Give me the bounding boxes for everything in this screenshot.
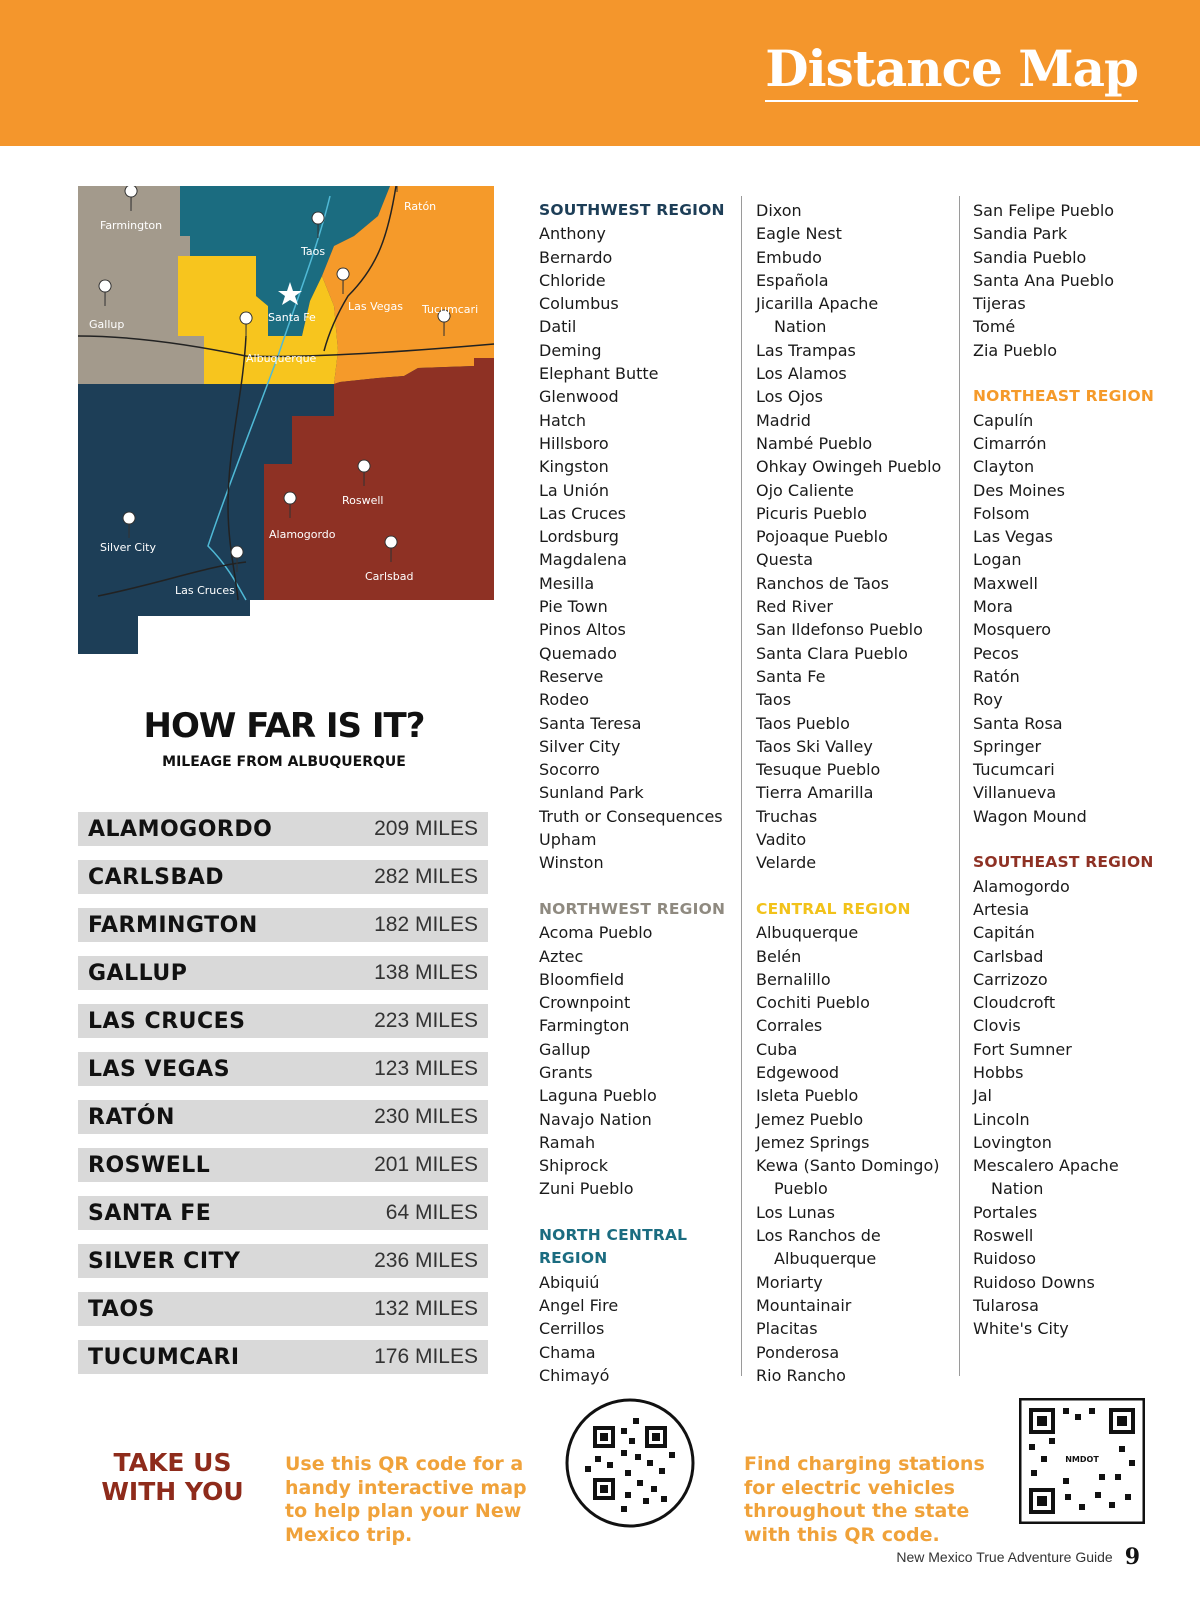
map-label-las-vegas: Las Vegas: [348, 300, 403, 313]
town-item: Santa Ana Pueblo: [973, 270, 1114, 290]
town-item: Laguna Pueblo: [539, 1086, 657, 1106]
region-title: SOUTHEAST REGION: [973, 853, 1154, 872]
qr-code-charging[interactable]: [1019, 1398, 1145, 1524]
mileage-table: [78, 812, 488, 1388]
town-item: Tomé: [973, 317, 1016, 337]
town-item: Ojo Caliente: [756, 480, 854, 500]
town-item: Dixon: [756, 201, 802, 220]
region-title: NORTH CENTRAL: [539, 1226, 688, 1245]
town-item: Pueblo: [774, 1179, 828, 1199]
town-item: Pinos Altos: [539, 620, 626, 640]
town-item: Isleta Pueblo: [756, 1086, 859, 1106]
town-item: Roy: [973, 690, 1003, 710]
town-item: Vadito: [756, 830, 807, 850]
town-item: Chloride: [539, 270, 606, 290]
mileage-miles: 236 MILES: [374, 1249, 478, 1272]
town-item: Albuquerque: [756, 923, 859, 943]
town-item: Bernalillo: [756, 969, 831, 989]
page-footer: [896, 1544, 1140, 1570]
mileage-city: SILVER CITY: [88, 1248, 241, 1274]
take-us-with-you: [100, 1448, 245, 1506]
town-item: Maxwell: [973, 573, 1038, 593]
map-label-alamogordo: Alamogordo: [269, 528, 336, 541]
town-item: Ranchos de Taos: [756, 573, 889, 593]
map-label-roswell: Roswell: [342, 494, 384, 507]
mileage-miles: 123 MILES: [374, 1057, 478, 1080]
town-item: La Unión: [539, 480, 610, 500]
town-item: Logan: [973, 550, 1022, 570]
mileage-row: [78, 1292, 488, 1328]
town-item: Rodeo: [539, 690, 589, 710]
town-item: Wagon Mound: [973, 806, 1087, 826]
town-column-3: [973, 199, 1178, 1341]
town-item: Cochiti Pueblo: [756, 993, 870, 1013]
town-item: Bernardo: [539, 247, 613, 267]
cta-line: TAKE US: [113, 1448, 232, 1477]
town-item: Capulín: [973, 410, 1034, 430]
mileage-city: FARMINGTON: [88, 912, 258, 938]
town-item: Aztec: [539, 946, 584, 966]
town-item: Kewa (Santo Domingo): [756, 1156, 940, 1176]
town-item: Springer: [973, 736, 1042, 756]
town-item: Portales: [973, 1202, 1038, 1222]
town-item: Los Alamos: [756, 364, 847, 384]
mileage-row: [78, 1100, 488, 1136]
town-item: Zuni Pueblo: [539, 1179, 634, 1199]
mileage-miles: 138 MILES: [374, 961, 478, 984]
region-title: CENTRAL REGION: [756, 899, 911, 918]
town-item: Santa Clara Pueblo: [756, 643, 908, 663]
town-item: Glenwood: [539, 387, 619, 407]
town-item: Mora: [973, 597, 1013, 617]
town-item: Placitas: [756, 1319, 818, 1339]
town-item: Anthony: [539, 224, 606, 244]
town-item: Hobbs: [973, 1062, 1024, 1082]
town-item: Ohkay Owingeh Pueblo: [756, 457, 942, 477]
town-item: Jicarilla Apache: [756, 294, 879, 314]
town-item: Red River: [756, 597, 833, 617]
town-item: Cimarrón: [973, 433, 1047, 453]
town-item: Belén: [756, 946, 802, 966]
mileage-miles: 182 MILES: [374, 913, 478, 936]
town-item: Farmington: [539, 1016, 630, 1036]
town-item: Gallup: [539, 1039, 591, 1059]
town-item: Tierra Amarilla: [756, 783, 874, 803]
town-item: Roswell: [973, 1226, 1034, 1246]
town-item: Alamogordo: [973, 876, 1070, 896]
town-item: Crownpoint: [539, 993, 631, 1013]
town-item: Abiquiú: [539, 1272, 600, 1292]
mileage-city: ALAMOGORDO: [88, 816, 273, 842]
town-item: Angel Fire: [539, 1295, 619, 1315]
town-item: Eagle Nest: [756, 224, 842, 244]
mileage-miles: 230 MILES: [374, 1105, 478, 1128]
town-item: Clovis: [973, 1016, 1021, 1036]
town-item: Kingston: [539, 457, 609, 477]
town-item: Quemado: [539, 643, 617, 663]
town-item: Las Trampas: [756, 340, 856, 360]
region-title: NORTHEAST REGION: [973, 387, 1155, 406]
town-item: Chama: [539, 1342, 596, 1362]
page-number: 9: [1124, 1544, 1140, 1570]
town-item: Ruidoso: [973, 1249, 1037, 1269]
town-item: Jal: [973, 1086, 992, 1106]
region-title: NORTHWEST REGION: [539, 899, 726, 918]
mileage-row: [78, 812, 488, 848]
how-far-title: HOW FAR IS IT?: [143, 706, 425, 746]
page-header: [0, 0, 1200, 146]
mileage-miles: 201 MILES: [374, 1153, 478, 1176]
town-item: Tesuque Pueblo: [756, 760, 881, 780]
map-label-carlsbad: Carlsbad: [365, 570, 414, 583]
column-divider: [741, 196, 742, 1376]
qr-code-map[interactable]: [565, 1398, 695, 1528]
region-map: [78, 186, 504, 676]
map-label-raton: Ratón: [404, 200, 437, 213]
town-item: Cerrillos: [539, 1319, 605, 1339]
town-item: Artesia: [973, 899, 1030, 919]
town-item: San Ildefonso Pueblo: [756, 620, 923, 640]
town-item: Madrid: [756, 410, 811, 430]
town-item: Sandia Pueblo: [973, 247, 1087, 267]
how-far-subtitle: MILEAGE FROM ALBUQUERQUE: [162, 754, 406, 770]
town-item: Moriarty: [756, 1272, 823, 1292]
town-item: Albuquerque: [774, 1249, 877, 1269]
town-item: Grants: [539, 1062, 593, 1082]
town-item: Zia Pueblo: [973, 340, 1058, 360]
town-column-2: [756, 199, 961, 1387]
mileage-miles: 132 MILES: [374, 1297, 478, 1320]
town-item: Truth or Consequences: [539, 806, 723, 826]
town-item: Magdalena: [539, 550, 627, 570]
qr-map-caption: Use this QR code for a handy interactive map to help plan your New Mexico trip.: [285, 1453, 527, 1546]
town-item: Lordsburg: [539, 527, 619, 547]
town-item: Lincoln: [973, 1109, 1030, 1129]
town-item: Los Ojos: [756, 387, 824, 407]
town-item: Cuba: [756, 1039, 798, 1059]
town-item: Taos: [756, 690, 792, 710]
town-item: Acoma Pueblo: [539, 923, 653, 943]
mileage-row: [78, 908, 488, 944]
mileage-miles: 64 MILES: [385, 1201, 478, 1224]
how-far-heading: [78, 706, 490, 770]
map-label-las-cruces: Las Cruces: [175, 584, 235, 597]
town-item: Taos Pueblo: [756, 713, 850, 733]
town-item: White's City: [973, 1319, 1069, 1339]
town-item: Mountainair: [756, 1295, 852, 1315]
town-column-1: [539, 199, 744, 1387]
town-item: Mesilla: [539, 573, 595, 593]
town-item: Bloomfield: [539, 969, 625, 989]
town-item: Carrizozo: [973, 969, 1048, 989]
town-item: Clayton: [973, 457, 1035, 477]
mileage-row: [78, 1004, 488, 1040]
page-title: Distance Map: [765, 44, 1138, 102]
town-item: Datil: [539, 317, 577, 337]
town-item: Los Lunas: [756, 1202, 835, 1222]
town-item: Ponderosa: [756, 1342, 840, 1362]
town-item: Capitán: [973, 923, 1035, 943]
town-item: Nation: [774, 317, 827, 337]
column-divider: [959, 196, 960, 1376]
town-item: Tucumcari: [973, 760, 1055, 780]
town-item: Chimayó: [539, 1365, 610, 1385]
publication-name: New Mexico True Adventure Guide: [896, 1549, 1113, 1565]
mileage-city: GALLUP: [88, 960, 188, 986]
town-item: Upham: [539, 830, 597, 850]
town-item: Taos Ski Valley: [756, 736, 873, 756]
town-item: Jemez Springs: [756, 1132, 870, 1152]
town-item: Ramah: [539, 1132, 596, 1152]
town-item: Picuris Pueblo: [756, 503, 867, 523]
town-item: Nambé Pueblo: [756, 433, 873, 453]
town-item: Santa Rosa: [973, 713, 1063, 733]
town-item: Pecos: [973, 643, 1019, 663]
town-item: Lovington: [973, 1132, 1052, 1152]
mileage-row: [78, 1340, 488, 1376]
qr-badge: NMDOT: [1065, 1455, 1099, 1464]
town-item: Edgewood: [756, 1062, 840, 1082]
town-item: Mosquero: [973, 620, 1052, 640]
mileage-row: [78, 1148, 488, 1184]
mileage-city: LAS VEGAS: [88, 1056, 231, 1082]
town-item: Elephant Butte: [539, 364, 659, 384]
mileage-row: [78, 956, 488, 992]
town-item: Embudo: [756, 247, 822, 267]
mileage-miles: 209 MILES: [374, 817, 478, 840]
map-label-santa-fe: Santa Fe: [268, 311, 316, 324]
town-item: Winston: [539, 853, 604, 873]
new-mexico-map: [78, 186, 504, 676]
town-item: Des Moines: [973, 480, 1065, 500]
town-item: Fort Sumner: [973, 1039, 1072, 1059]
map-label-tucumcari: Tucumcari: [422, 303, 479, 316]
town-item: Tularosa: [973, 1295, 1039, 1315]
qr-charging-caption: Find charging stations for electric vehicles throughout the state with this QR code.: [744, 1453, 985, 1546]
mileage-city: TUCUMCARI: [88, 1344, 240, 1370]
town-item: Navajo Nation: [539, 1109, 652, 1129]
mileage-miles: 176 MILES: [374, 1345, 478, 1368]
town-item: Mescalero Apache: [973, 1156, 1119, 1176]
town-item: Deming: [539, 340, 602, 360]
mileage-row: [78, 1244, 488, 1280]
mileage-city: CARLSBAD: [88, 864, 225, 890]
map-label-silver-city: Silver City: [100, 541, 156, 554]
mileage-city: SANTA FE: [88, 1200, 212, 1226]
town-item: Socorro: [539, 760, 600, 780]
town-item: Española: [756, 270, 829, 290]
town-item: Santa Teresa: [539, 713, 642, 733]
town-item: Tijeras: [973, 294, 1026, 314]
town-item: Shiprock: [539, 1156, 608, 1176]
mileage-city: TAOS: [88, 1296, 155, 1322]
town-item: Velarde: [756, 853, 817, 873]
town-item: Truchas: [756, 806, 818, 826]
map-label-taos: Taos: [301, 245, 326, 258]
town-item: Rio Rancho: [756, 1365, 846, 1385]
town-item: Sunland Park: [539, 783, 644, 803]
town-item: Los Ranchos de: [756, 1226, 881, 1246]
region-title: REGION: [539, 1249, 608, 1268]
town-item: Pojoaque Pueblo: [756, 527, 888, 547]
town-item: Columbus: [539, 294, 619, 314]
cta-line: WITH YOU: [101, 1477, 244, 1506]
mileage-miles: 223 MILES: [374, 1009, 478, 1032]
town-item: Questa: [756, 550, 813, 570]
mileage-row: [78, 860, 488, 896]
town-item: San Felipe Pueblo: [973, 201, 1115, 220]
town-item: Las Cruces: [539, 503, 627, 523]
town-item: Hatch: [539, 410, 587, 430]
town-item: Sandia Park: [973, 224, 1068, 244]
mileage-row: [78, 1196, 488, 1232]
town-item: Nation: [991, 1179, 1044, 1199]
town-item: Hillsboro: [539, 433, 609, 453]
mileage-city: LAS CRUCES: [88, 1008, 246, 1034]
region-title: SOUTHWEST REGION: [539, 201, 725, 219]
town-item: Ratón: [973, 666, 1020, 686]
mileage-miles: 282 MILES: [374, 865, 478, 888]
town-item: Las Vegas: [973, 527, 1053, 547]
town-item: Carlsbad: [973, 946, 1044, 966]
town-item: Santa Fe: [756, 666, 826, 686]
map-label-gallup: Gallup: [89, 318, 125, 331]
town-item: Pie Town: [539, 597, 608, 617]
map-label-albuquerque: Albuquerque: [246, 352, 317, 365]
town-item: Villanueva: [973, 783, 1057, 803]
mileage-city: RATÓN: [88, 1104, 175, 1130]
town-item: Ruidoso Downs: [973, 1272, 1095, 1292]
mileage-row: [78, 1052, 488, 1088]
town-item: Corrales: [756, 1016, 823, 1036]
town-item: Cloudcroft: [973, 993, 1056, 1013]
map-label-farmington: Farmington: [100, 219, 163, 232]
town-item: Folsom: [973, 503, 1030, 523]
mileage-city: ROSWELL: [88, 1152, 211, 1178]
town-item: Reserve: [539, 666, 604, 686]
town-item: Silver City: [539, 736, 621, 756]
town-item: Jemez Pueblo: [756, 1109, 864, 1129]
